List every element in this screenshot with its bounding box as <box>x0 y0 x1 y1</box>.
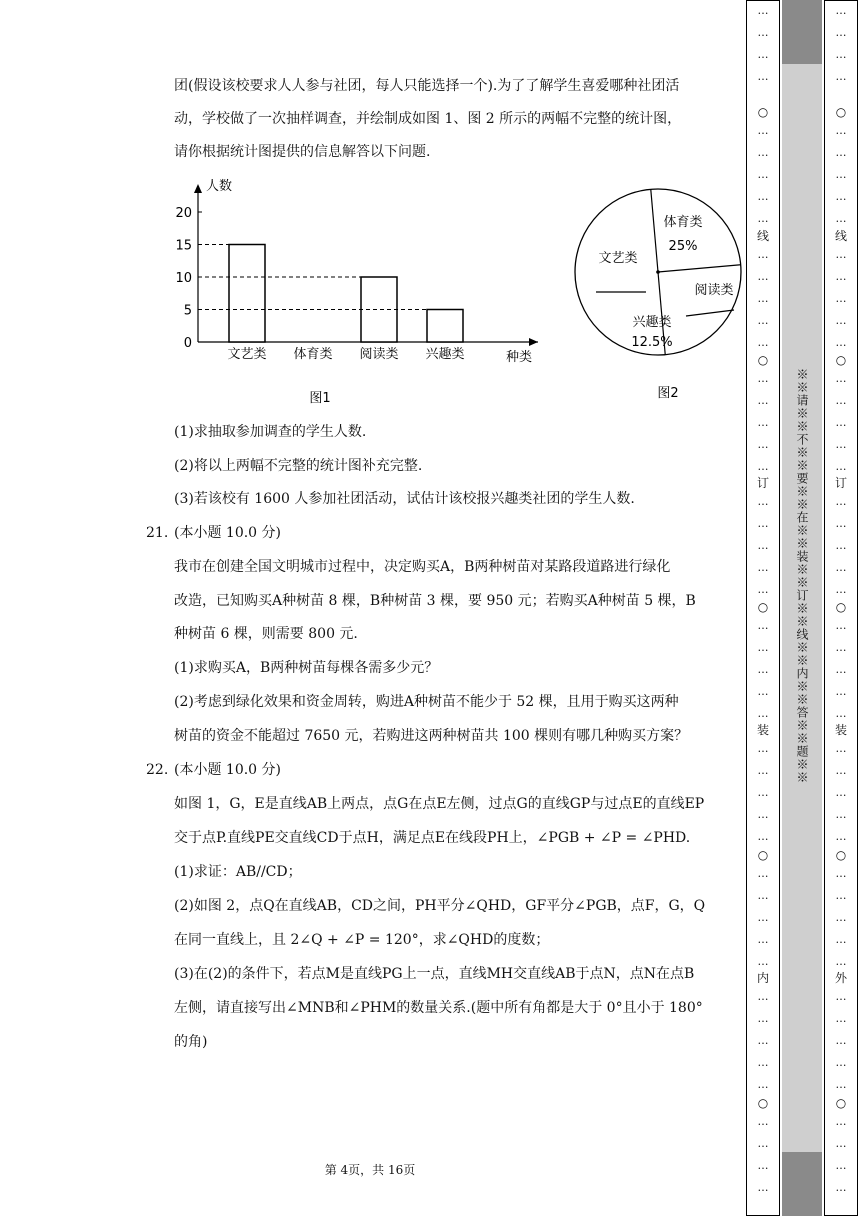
inner-dotted-line: … <box>757 517 769 530</box>
inner-dotted-line: … <box>757 742 769 755</box>
outer-dotted-line: … <box>835 517 847 530</box>
binding-dark-block-bottom <box>782 1152 822 1216</box>
inner-dotted-line: … <box>757 830 769 843</box>
outer-dotted-line: … <box>835 867 847 880</box>
outer-dotted-line: … <box>835 955 847 968</box>
outer-dotted-line: … <box>835 663 847 676</box>
outer-circle-mark: ○ <box>835 353 847 367</box>
outer-label-mark: 装 <box>834 723 847 737</box>
q21-header: (本小题 10.0 分) <box>174 525 281 541</box>
category-label: 文艺类 <box>227 347 267 362</box>
q22-line-7: 左侧，请直接写出∠MNB和∠PHM的数量关系.(题中所有角都是大于 0°且小于 180° <box>174 1000 703 1016</box>
q22-line-3: (1)求证：AB//CD； <box>174 864 302 880</box>
outer-dotted-line: … <box>835 808 847 821</box>
q20-sub-2: (2)将以上两幅不完整的统计图补充完整. <box>174 458 423 474</box>
y-tick-label: 10 <box>175 271 192 286</box>
inner-dotted-line: … <box>757 889 769 902</box>
outer-dotted-line: … <box>835 1159 847 1172</box>
inner-dotted-line: … <box>757 248 769 261</box>
bar-chart-figure-1 <box>170 170 550 410</box>
inner-dotted-line: … <box>757 583 769 596</box>
inner-dotted-line: … <box>757 808 769 821</box>
outer-dotted-line: … <box>835 394 847 407</box>
outer-dotted-line: … <box>835 438 847 451</box>
inner-dotted-line: … <box>757 641 769 654</box>
q20-sub-1: (1)求抽取参加调查的学生人数. <box>174 424 367 440</box>
inner-dotted-line: … <box>757 394 769 407</box>
outer-dotted-line: … <box>835 270 847 283</box>
outer-dotted-line: … <box>835 889 847 902</box>
figure-caption: 图1 <box>309 391 331 406</box>
outer-dotted-line: … <box>835 583 847 596</box>
inner-dotted-line: … <box>757 663 769 676</box>
q22-line-6: (3)在(2)的条件下，若点M是直线PG上一点，直线MH交直线AB于点N，点N在点B <box>174 966 695 982</box>
outer-dotted-line: … <box>835 70 847 83</box>
outer-dotted-line: … <box>835 292 847 305</box>
x-axis-label: 种类 <box>506 350 533 365</box>
outer-dotted-line: … <box>835 911 847 924</box>
inner-dotted-line: … <box>757 124 769 137</box>
outer-dotted-line: … <box>835 1034 847 1047</box>
binding-dark-block-top <box>782 0 822 64</box>
intro-line-3: 请你根据统计图提供的信息解答以下问题. <box>174 144 431 160</box>
inner-label-mark: 内 <box>756 971 769 985</box>
outer-dotted-line: … <box>835 990 847 1003</box>
inner-dotted-line: … <box>757 292 769 305</box>
outer-dotted-line: … <box>835 742 847 755</box>
inner-dotted-line: … <box>757 786 769 799</box>
inner-dotted-line: … <box>757 1159 769 1172</box>
x-axis-arrow <box>529 338 538 346</box>
outer-dotted-line: … <box>835 146 847 159</box>
q21-line-3: 种树苗 6 棵，则需要 800 元. <box>174 626 358 642</box>
inner-dotted-line: … <box>757 707 769 720</box>
outer-circle-mark: ○ <box>835 848 847 862</box>
category-label: 兴趣类 <box>425 347 465 362</box>
inner-dotted-line: … <box>757 416 769 429</box>
outer-dotted-line: … <box>835 248 847 261</box>
q21-line-5: (2)考虑到绿化效果和资金周转，购进A种树苗不能少于 52 棵，且用于购买这两种 <box>174 694 679 710</box>
inner-dotted-line: … <box>757 70 769 83</box>
outer-dotted-line: … <box>835 1012 847 1025</box>
inner-dotted-line: … <box>757 764 769 777</box>
outer-dotted-line: … <box>835 933 847 946</box>
inner-dotted-line: … <box>757 168 769 181</box>
outer-dotted-line: … <box>835 495 847 508</box>
y-tick-label: 5 <box>183 303 192 319</box>
outer-dotted-line: … <box>835 561 847 574</box>
q21-line-6: 树苗的资金不能超过 7650 元，若购进这两种树苗共 100 棵则有哪几种购买方案？ <box>174 728 689 744</box>
pie-chart-figure-2 <box>568 186 748 406</box>
inner-dotted-line: … <box>757 495 769 508</box>
outer-dotted-line: … <box>835 707 847 720</box>
inner-dotted-line: … <box>757 372 769 385</box>
inner-label-mark: 线 <box>756 229 769 243</box>
pie-slice-label: 阅读类 <box>694 283 734 298</box>
inner-circle-mark: ○ <box>757 353 769 367</box>
q22-header: (本小题 10.0 分) <box>174 762 281 778</box>
intro-line-2: 动，学校做了一次抽样调查，并绘制成如图 1、图 2 所示的两幅不完整的统计图， <box>174 111 682 127</box>
q22-line-4: (2)如图 2，点Q在直线AB，CD之间，PH平分∠QHD，GF平分∠PGB，点F，G，Q <box>174 898 706 914</box>
inner-dotted-line: … <box>757 539 769 552</box>
outer-dotted-line: … <box>835 1078 847 1091</box>
inner-dotted-line: … <box>757 619 769 632</box>
inner-dotted-line: … <box>757 212 769 225</box>
inner-dotted-line: … <box>757 933 769 946</box>
outer-label-mark: 线 <box>834 229 847 243</box>
q22-line-1: 如图 1，G，E是直线AB上两点，点G在点E左侧，过点G的直线GP与过点E的直线EP <box>174 796 705 812</box>
outer-dotted-line: … <box>835 830 847 843</box>
outer-dotted-line: … <box>835 314 847 327</box>
binding-outer-strip <box>824 0 858 1216</box>
outer-dotted-line: … <box>835 212 847 225</box>
outer-dotted-line: … <box>835 26 847 39</box>
outer-dotted-line: … <box>835 416 847 429</box>
outer-dotted-line: … <box>835 1056 847 1069</box>
bar <box>229 245 265 343</box>
outer-dotted-line: … <box>835 786 847 799</box>
pie-center <box>656 270 660 274</box>
inner-dotted-line: … <box>757 460 769 473</box>
q21-line-2: 改造，已知购买A种树苗 8 棵，B种树苗 3 棵，要 950 元；若购买A种树苗 5 棵，B <box>174 593 696 609</box>
inner-dotted-line: … <box>757 146 769 159</box>
outer-dotted-line: … <box>835 190 847 203</box>
q21-number: 21. <box>146 525 169 541</box>
outer-dotted-line: … <box>835 1115 847 1128</box>
outer-dotted-line: … <box>835 48 847 61</box>
inner-circle-mark: ○ <box>757 600 769 614</box>
inner-dotted-line: … <box>757 1034 769 1047</box>
inner-dotted-line: … <box>757 1181 769 1194</box>
inner-dotted-line: … <box>757 561 769 574</box>
y-tick-label: 0 <box>183 336 192 351</box>
inner-dotted-line: … <box>757 1137 769 1150</box>
q22-line-2: 交于点P.直线PE交直线CD于点H，满足点E在线段PH上，∠PGB + ∠P = ∠PHD. <box>174 830 691 846</box>
inner-dotted-line: … <box>757 911 769 924</box>
inner-circle-mark: ○ <box>757 848 769 862</box>
inner-dotted-line: … <box>757 955 769 968</box>
outer-dotted-line: … <box>835 764 847 777</box>
inner-dotted-line: … <box>757 270 769 283</box>
pie-slice-value: 12.5% <box>631 335 673 350</box>
outer-dotted-line: … <box>835 460 847 473</box>
inner-dotted-line: … <box>757 1115 769 1128</box>
inner-dotted-line: … <box>757 685 769 698</box>
pie-slice-label: 兴趣类 <box>632 315 672 330</box>
outer-dotted-line: … <box>835 1137 847 1150</box>
outer-dotted-line: … <box>835 372 847 385</box>
category-label: 体育类 <box>293 347 333 362</box>
q22-number: 22. <box>146 762 169 778</box>
binding-inner-strip <box>746 0 780 1216</box>
outer-circle-mark: ○ <box>835 105 847 119</box>
binding-warning-note: ※※请※※不※※要※※在※※装※※订※※线※※内※※答※※题※※ <box>795 368 809 784</box>
inner-label-mark: 装 <box>756 723 769 737</box>
outer-dotted-line: … <box>835 4 847 17</box>
q22-line-8: 的角) <box>174 1034 208 1050</box>
inner-circle-mark: ○ <box>757 105 769 119</box>
inner-dotted-line: … <box>757 1012 769 1025</box>
inner-dotted-line: … <box>757 48 769 61</box>
outer-dotted-line: … <box>835 619 847 632</box>
inner-circle-mark: ○ <box>757 1096 769 1110</box>
inner-dotted-line: … <box>757 4 769 17</box>
outer-dotted-line: … <box>835 641 847 654</box>
y-axis-label: 人数 <box>206 179 233 194</box>
outer-dotted-line: … <box>835 539 847 552</box>
outer-dotted-line: … <box>835 124 847 137</box>
outer-label-mark: 外 <box>834 971 847 985</box>
y-axis-arrow <box>194 184 202 193</box>
inner-dotted-line: … <box>757 336 769 349</box>
inner-dotted-line: … <box>757 1078 769 1091</box>
outer-dotted-line: … <box>835 685 847 698</box>
page-footer: 第 4页，共 16页 <box>324 1163 416 1177</box>
outer-label-mark: 订 <box>834 476 847 490</box>
outer-circle-mark: ○ <box>835 600 847 614</box>
inner-dotted-line: … <box>757 1056 769 1069</box>
outer-dotted-line: … <box>835 168 847 181</box>
inner-dotted-line: … <box>757 314 769 327</box>
y-tick-label: 15 <box>175 238 192 254</box>
inner-dotted-line: … <box>757 867 769 880</box>
category-label: 阅读类 <box>359 347 399 362</box>
q21-line-1: 我市在创建全国文明城市过程中，决定购买A，B两种树苗对某路段道路进行绿化 <box>174 559 671 575</box>
inner-dotted-line: … <box>757 190 769 203</box>
inner-dotted-line: … <box>757 990 769 1003</box>
outer-dotted-line: … <box>835 1181 847 1194</box>
inner-dotted-line: … <box>757 26 769 39</box>
bar <box>427 310 463 343</box>
pie-slice-label: 文艺类 <box>598 251 638 266</box>
q22-line-5: 在同一直线上，且 2∠Q + ∠P = 120°，求∠QHD的度数； <box>174 932 550 948</box>
y-tick-label: 20 <box>175 206 192 221</box>
pie-slice-label: 体育类 <box>663 215 703 230</box>
outer-dotted-line: … <box>835 336 847 349</box>
outer-circle-mark: ○ <box>835 1096 847 1110</box>
figure-caption: 图2 <box>657 386 679 401</box>
inner-label-mark: 订 <box>756 476 769 490</box>
pie-slice-value: 25% <box>668 239 698 254</box>
intro-line-1: 团(假设该校要求人人参与社团，每人只能选择一个).为了了解学生喜爱哪种社团活 <box>174 78 680 94</box>
inner-dotted-line: … <box>757 438 769 451</box>
q21-line-4: (1)求购买A，B两种树苗每棵各需多少元？ <box>174 660 439 676</box>
q20-sub-3: (3)若该校有 1600 人参加社团活动，试估计该校报兴趣类社团的学生人数. <box>174 491 635 507</box>
